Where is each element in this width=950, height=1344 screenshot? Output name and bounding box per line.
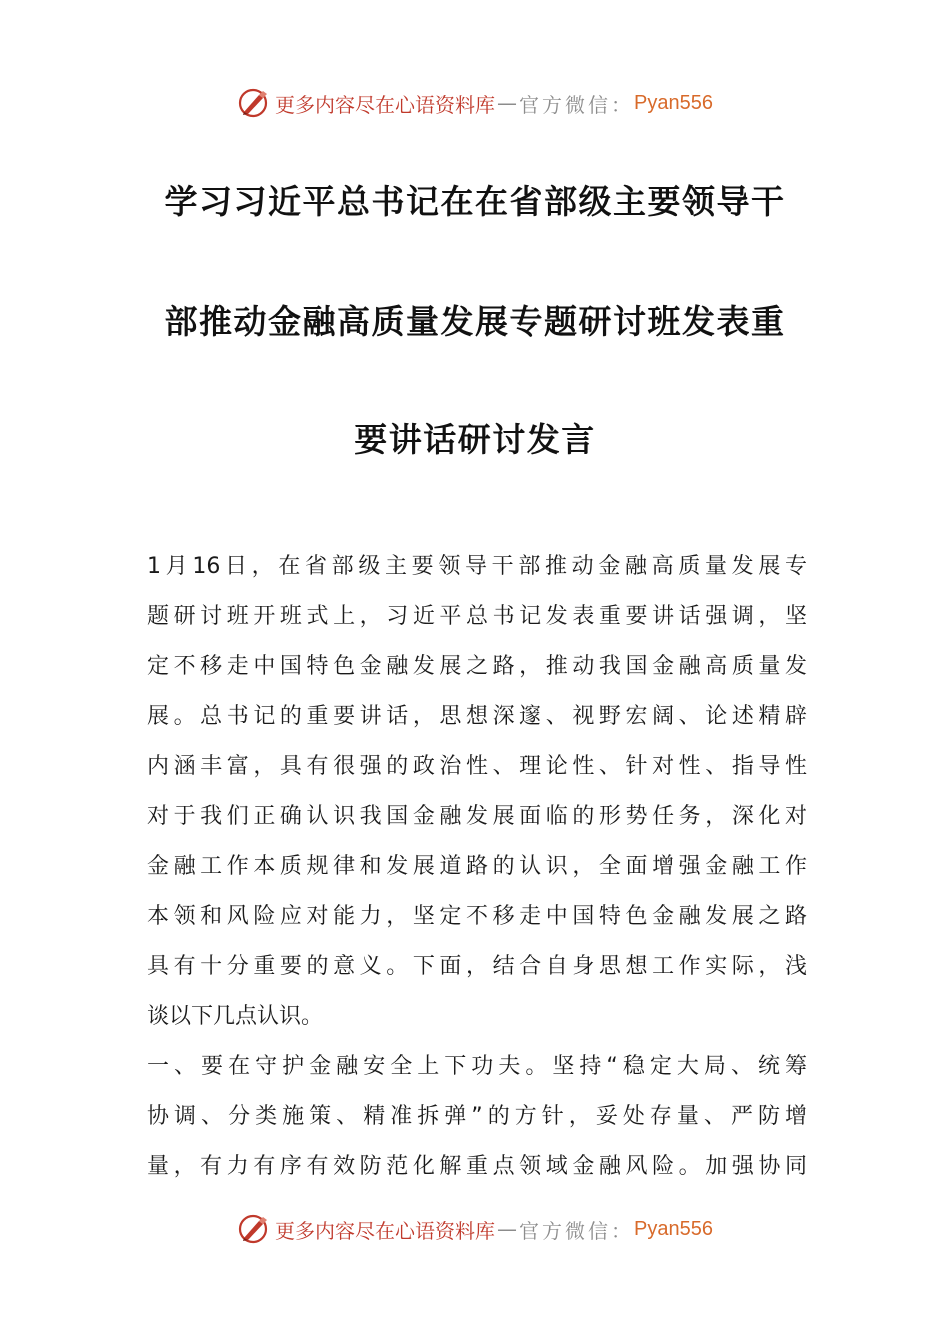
pen-logo-icon (237, 86, 271, 120)
title-line-2: 部推动金融高质量发展专题研讨班发表重 (164, 302, 786, 341)
wechat-label: 官方微信： (519, 92, 635, 117)
brand-dash: — (497, 1217, 518, 1241)
body-line: 本领和风险应对能力，坚定不移走中国特色金融发展之路 (147, 904, 807, 929)
body-line: 定不移走中国特色金融发展之路，推动我国金融高质量发 (147, 654, 807, 679)
pen-logo-icon (237, 1212, 271, 1246)
body-line: 谈以下几点认识。 (147, 1004, 324, 1029)
title-line-3: 要讲话研讨发言 (354, 420, 596, 459)
footer-watermark (0, 1209, 950, 1249)
body-line: 量，有力有序有效防范化解重点领域金融风险。加强协同 (147, 1154, 807, 1179)
body-line: 金融工作本质规律和发展道路的认识，全面增强金融工作 (147, 854, 807, 879)
header-watermark (0, 83, 950, 123)
brand-text: 更多内容尽在心语资料库 (275, 1218, 496, 1243)
wechat-id: Pyan556 (634, 91, 713, 114)
body-line: 一、要在守护金融安全上下功夫。坚持“稳定大局、统筹 (147, 1054, 807, 1079)
body-line: 1月16日，在省部级主要领导干部推动金融高质量发展专 (147, 554, 807, 579)
wechat-label: 官方微信： (519, 1218, 635, 1243)
brand-dash: — (497, 91, 518, 115)
brand-text: 更多内容尽在心语资料库 (275, 92, 496, 117)
body-line: 展。总书记的重要讲话，思想深邃、视野宏阔、论述精辟 (147, 704, 807, 729)
wechat-id: Pyan556 (634, 1217, 713, 1240)
title-line-1: 学习习近平总书记在在省部级主要领导干 (164, 182, 786, 221)
body-line: 题研讨班开班式上，习近平总书记发表重要讲话强调，坚 (147, 604, 807, 629)
body-line: 内涵丰富，具有很强的政治性、理论性、针对性、指导性 (147, 754, 807, 779)
body-line: 具有十分重要的意义。下面，结合自身思想工作实际，浅 (147, 954, 807, 979)
body-line: 对于我们正确认识我国金融发展面临的形势任务，深化对 (147, 804, 807, 829)
body-line: 协调、分类施策、精准拆弹”的方针，妥处存量、严防增 (147, 1104, 807, 1129)
